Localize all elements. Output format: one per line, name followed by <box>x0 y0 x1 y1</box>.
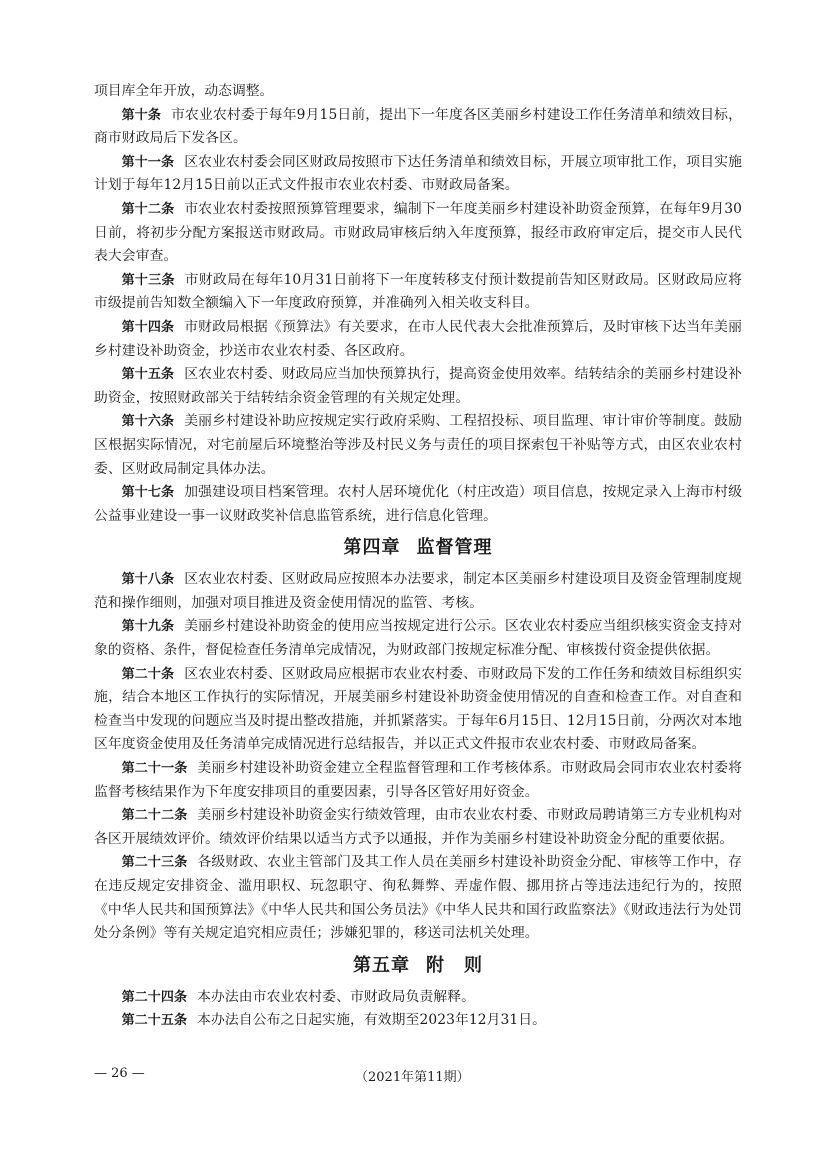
article-label: 第二十四条 <box>121 989 188 1005</box>
article-text: 区农业农村委、区财政局应根据市农业农村委、市财政局下发的工作任务和绩效目标组织实施，结合本地区工作执行的实际情况，开展美丽乡村建设补助资金使用情况的自查和检查工作。对自查和检查当中发现的问题应当及时提出整改措施，并抓紧落实。于每年6月15日、12月15日前，分两次对本地区年度资金使用及任务清单完成情况进行总结报告，并以正式文件报市农业农村委、市财政局备案。 <box>94 665 743 753</box>
article-10 <box>94 104 742 151</box>
article-label: 第十四条 <box>121 319 175 335</box>
article-label: 第十六条 <box>121 414 175 430</box>
article-label: 第二十五条 <box>121 1013 188 1029</box>
article-label: 第十三条 <box>121 272 175 288</box>
article-20 <box>94 663 742 757</box>
article-text: 区农业农村委、区财政局应按照本办法要求，制定本区美丽乡村建设项目及资金管理制度规范和操作细则，加强对项目推进及资金使用情况的监管、考核。 <box>94 571 743 611</box>
article-label: 第十八条 <box>121 572 175 588</box>
article-text: 加强建设项目档案管理。农村人居环境优化（村庄改造）项目信息，按规定录入上海市村级公益事业建设一事一议财政奖补信息监管系统，进行信息化管理。 <box>94 484 743 524</box>
chapter-number: 第四章 <box>343 537 401 559</box>
article-label: 第十九条 <box>121 619 175 635</box>
chapter-5-heading <box>94 951 742 981</box>
article-14 <box>94 316 742 363</box>
article-group-chapter5 <box>94 986 742 1033</box>
article-12 <box>94 198 742 269</box>
article-text: 本办法自公布之日起实施，有效期至2023年12月31日。 <box>197 1012 547 1029</box>
article-label: 第二十二条 <box>121 808 188 824</box>
article-23 <box>94 851 742 945</box>
article-label: 第十七条 <box>121 485 175 501</box>
article-17 <box>94 481 742 528</box>
article-group-chapter4 <box>94 568 742 946</box>
chapter-title: 附 则 <box>426 954 483 976</box>
page-number: — 26 — <box>94 1066 145 1081</box>
article-text: 市财政局在每年10月31日前将下一年度转移支付预计数提前告知区财政局。区财政局应将市级提前告知数全额编入下一年度政府预算，并准确列入相关收支科目。 <box>94 271 742 312</box>
article-label: 第二十三条 <box>121 855 188 871</box>
article-11 <box>94 151 742 198</box>
document-body <box>94 80 742 1033</box>
article-label: 第二十一条 <box>121 761 188 777</box>
article-text: 美丽乡村建设补助资金的使用应当按规定进行公示。区农业农村委应当组织核实资金支持对象的资格、条件，督促检查任务清单完成情况，为财政部门按规定标准分配、审核拨付资金提供依据。 <box>94 618 743 659</box>
article-label: 第二十条 <box>121 666 175 682</box>
issue-label: （2021年第11期） <box>355 1070 470 1085</box>
article-text: 市农业农村委于每年9月15日前，提出下一年度各区美丽乡村建设工作任务清单和绩效目标，商市财政局后下发各区。 <box>94 106 742 147</box>
article-label: 第十条 <box>121 107 162 123</box>
article-text: 美丽乡村建设补助资金实行绩效管理，由市农业农村委、市财政局聘请第三方专业机构对各区开展绩效评价。绩效评价结果以适当方式予以通报，并作为美丽乡村建设补助资金分配的重要依据。 <box>94 807 742 847</box>
article-text: 本办法由市农业农村委、市财政局负责解释。 <box>197 988 476 1005</box>
chapter-title: 监督管理 <box>416 537 493 559</box>
article-13 <box>94 269 742 316</box>
article-15 <box>94 363 742 410</box>
article-25 <box>94 1009 742 1033</box>
article-text: 美丽乡村建设补助应按规定实行政府采购、工程招投标、项目监理、审计审价等制度。鼓励区根据实际情况，对宅前屋后环境整治等涉及村民义务与责任的项目探索包干补贴等方式，由区农业农村委、区财政局制定具体办法。 <box>94 413 743 477</box>
article-text: 市农业农村委按照预算管理要求，编制下一年度美丽乡村建设补助资金预算，在每年9月30日前，将初步分配方案报送市财政局。市财政局审核后纳入年度预算，报经市政府审定后，提交市人民代表大会审查。 <box>94 200 743 265</box>
article-21 <box>94 757 742 804</box>
article-label: 第十五条 <box>121 367 175 383</box>
article-text: 区农业农村委、财政局应当加快预算执行，提高资金使用效率。结转结余的美丽乡村建设补助资金，按照财政部关于结转结余资金管理的有关规定处理。 <box>94 366 743 406</box>
article-18 <box>94 568 742 615</box>
chapter-number: 第五章 <box>353 954 410 976</box>
paragraph-continuation: 项目库全年开放，动态调整。 <box>94 83 274 99</box>
article-label: 第十二条 <box>121 201 175 217</box>
article-22 <box>94 804 742 851</box>
article-24 <box>94 986 742 1010</box>
article-text: 市财政局根据《预算法》有关要求，在市人民代表大会批准预算后，及时审核下达当年美丽乡村建设补助资金，抄送市农业农村委、各区政府。 <box>94 318 743 359</box>
article-text: 美丽乡村建设补助资金建立全程监督管理和工作考核体系。市财政局会同市农业农村委将监督考核结果作为下年度安排项目的重要因素，引导各区管好用好资金。 <box>94 760 742 800</box>
chapter-4-heading <box>94 533 742 563</box>
article-text: 各级财政、农业主管部门及其工作人员在美丽乡村建设补助资金分配、审核等工作中，存在违反规定安排资金、滥用职权、玩忽职守、徇私舞弊、弄虚作假、挪用挤占等违法违纪行为的，按照《中华人民共和国预算法》《中华人民共和国公务员法》《中华人民共和国行政监察法》《财政违法行为处罚处分条例》等有关规定追究相应责任；涉嫌犯罪的，移送司法机关处理。 <box>94 854 742 942</box>
article-label: 第十一条 <box>121 154 175 170</box>
article-text: 区农业农村委会同区财政局按照市下达任务清单和绩效目标，开展立项审批工作，项目实施计划于每年12月15日前以正式文件报市农业农村委、市财政局备案。 <box>94 153 743 194</box>
article-16 <box>94 410 742 481</box>
article-19 <box>94 615 742 662</box>
article-group-chapter3 <box>94 104 742 529</box>
